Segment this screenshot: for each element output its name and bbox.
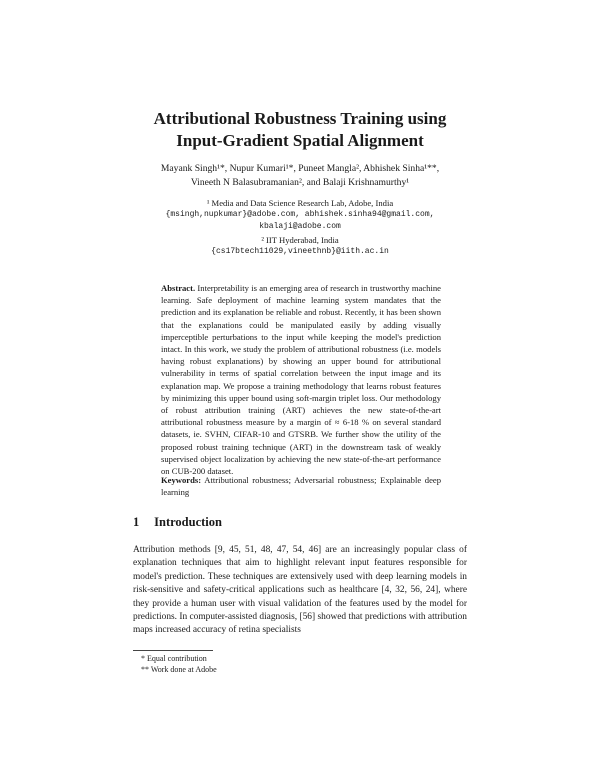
footnote-rule	[133, 650, 213, 651]
author-line-1: Mayank Singh¹*, Nupur Kumari¹*, Puneet Mangla², Abhishek Sinha¹**,	[160, 163, 440, 174]
section-heading	[133, 515, 222, 530]
keywords	[161, 474, 441, 498]
abstract	[161, 282, 441, 477]
affiliation-2: ² IIT Hyderabad, India	[261, 234, 339, 245]
footnote-2: ** Work done at Adobe	[141, 665, 217, 675]
affiliation-2-emails: {cs17btech11029,vineethnb}@iith.ac.in	[211, 246, 389, 256]
author-list	[0, 162, 600, 190]
author-line-2: Vineeth N Balasubramanian², and Balaji Krishnamurthy¹	[190, 177, 410, 188]
title-line-2: Input-Gradient Spatial Alignment	[176, 131, 424, 150]
abstract-label: Abstract.	[161, 283, 196, 293]
footnotes	[133, 653, 467, 676]
affiliation-1: ¹ Media and Data Science Research Lab, Adobe, India	[206, 198, 394, 208]
paper-title	[0, 108, 600, 152]
keywords-text: Attributional robustness; Adversarial robustness; Explainable deep learning	[161, 475, 441, 498]
title-line-1: Attributional Robustness Training using	[153, 109, 447, 128]
affiliations	[0, 197, 600, 258]
section-title: Introduction	[154, 515, 222, 529]
section-number: 1	[133, 515, 140, 529]
affiliation-1-emails-line-1: {msingh,nupkumar}@adobe.com, abhishek.sinha94@gmail.com,	[165, 210, 435, 220]
intro-paragraph: Attribution methods [9, 45, 51, 48, 47, 54, 46] are an increasingly popular class of explanation techniques that aim to highlight relevant input features responsible for model's prediction. These techniques are extensively used with deep learning models in risk-sensitive and safety-critical applications such as healthcare [4, 32, 56, 24], where they provide a human user with visual validation of the features used by the model for predictions. In computer-assisted diagnosis, [56] showed that predictions with attribution maps increased accuracy of retina specialists	[133, 545, 467, 636]
affiliation-1-emails-line-2: kbalaji@adobe.com	[259, 222, 341, 232]
keywords-label: Keywords:	[161, 475, 202, 485]
footnote-1: * Equal contribution	[141, 654, 207, 663]
abstract-text: Interpretability is an emerging area of research in trustworthy machine learning. Safe deployment of machine learning system mandates that the prediction and its explanation be reliable and robust. Recently, it has been shown that the explanations could be manipulated easily by adding visually imperceptible perturbations to the input while keeping the model's prediction intact. In this work, we study the problem of attributional robustness (i.e. models having robust explanations) by showing an upper bound for attributional vulnerability in terms of spatial correlation between the input image and its explanation map. We propose a training methodology that learns robust features by minimizing this upper bound using soft-margin triplet loss. Our methodology of robust attribution training (ART) achieves the new state-of-the-art attributional robustness measure by a margin of ≈ 6-18 % on several standard datasets, ie. SVHN, CIFAR-10 and GTSRB. We further show the utility of the proposed robust training technique (ART) in the downstream task of weakly supervised object localization by achieving the new state-of-the-art performance on CUB-200 dataset.	[161, 283, 441, 477]
